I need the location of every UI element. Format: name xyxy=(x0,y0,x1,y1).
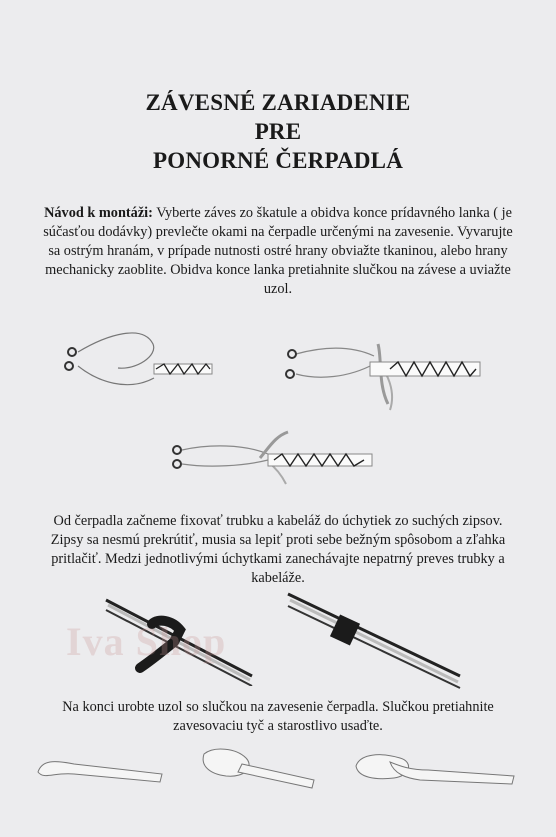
instructions-text: Vyberte záves zo škatule a obidva konce prídavného lanka ( je súčasťou dodávky) prevlečte okami na čerpadle určenými na zavesenie. Vyvarujte sa ostrým hranám, v prípade nutnosti ostré hrany obviažte tkaninou, alebo hrany mechanicky zaoblite. Obidva konce lanka pretiahnite slučkou na závese a uviažte uzol. xyxy=(43,205,513,297)
illustration-cord-tied xyxy=(278,334,488,414)
knot-instructions: Na konci urobte uzol so slučkou na zavesenie čerpadla. Slučkou pretiahnite zavesovaciu tyč a starostlivo usaďte. xyxy=(62,699,494,734)
title-line-3: PONORNÉ ČERPADLÁ xyxy=(152,148,404,173)
illustration-loop-pulled xyxy=(164,428,378,486)
illustration-rope-knot xyxy=(350,748,518,788)
instructions-lead: Návod k montáži: xyxy=(44,205,153,221)
illustration-velcro-strap-closed xyxy=(284,590,464,690)
illustration-cord-threading xyxy=(58,326,218,396)
title-line-1: ZÁVESNÉ ZARIADENIE xyxy=(145,90,411,115)
page-title xyxy=(0,88,556,175)
mounting-instructions xyxy=(38,204,518,299)
illustration-rope-loop xyxy=(196,742,320,794)
fixing-instructions: Od čerpadla začneme fixovať trubku a kabeláž do úchytiek zo suchých zipsov. Zipsy sa nesmú prekrútiť, musia sa lepiť proti sebe bežným spôsobom a zľahka pritlačiť. Medzi jednotlivými úchytkami zanechávajte nepatrný preves trubky a kabeláže. xyxy=(50,513,506,586)
title-line-2: PRE xyxy=(254,119,302,144)
illustration-rope-straight xyxy=(34,750,168,790)
watermark-logo: Iva Shop xyxy=(66,619,227,664)
